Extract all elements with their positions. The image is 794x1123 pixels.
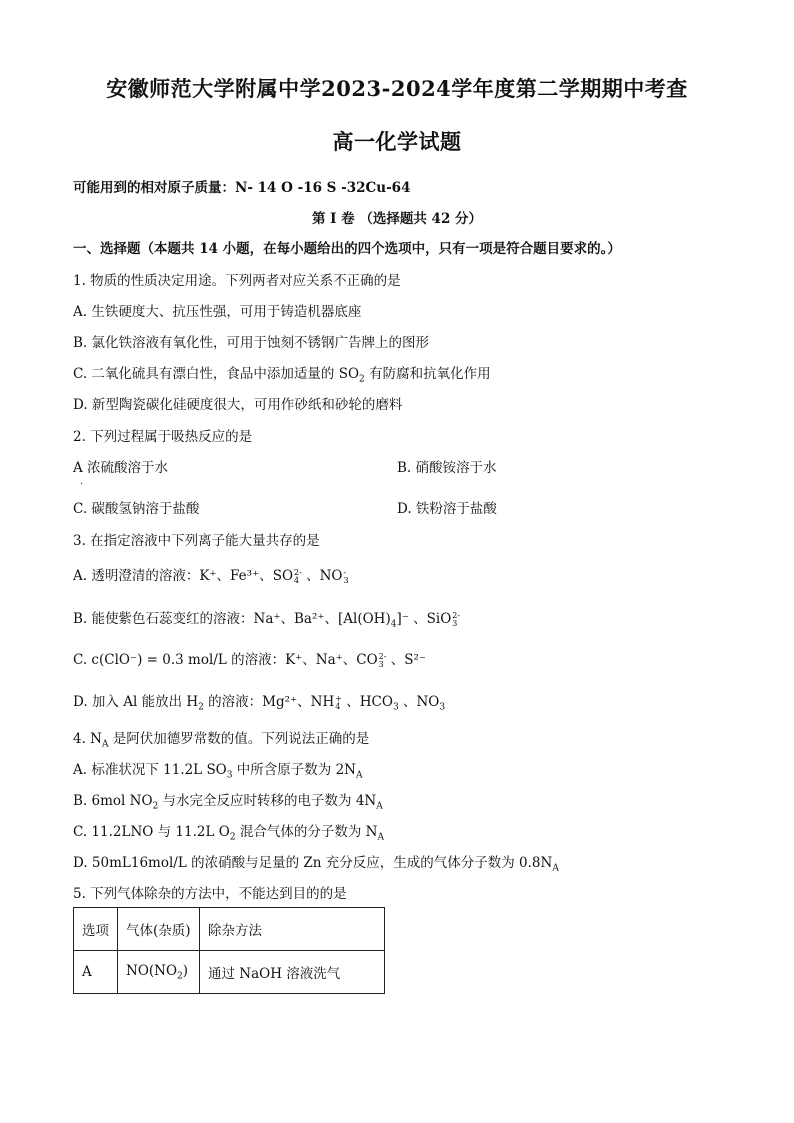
q4-option-c: C. 11.2LNO 与 11.2L $O_2$ 混合气体的分子数为 $N_A$	[73, 824, 384, 843]
section1-heading: 一、选择题（本题共 14 小题，在每小题给出的四个选项中，只有一项是符合题目要求的。）	[73, 241, 621, 257]
table-cell-option: A	[74, 951, 118, 994]
q3-option-b: B. 能使紫色石蕊变红的溶液：Na⁺、Ba²⁺、$[Al(OH)_4]^-$ 、SiO 2- 3	[73, 610, 461, 630]
q3-option-c: C. c(ClO⁻) = 0.3 mol/L 的溶液：K⁺、Na⁺、CO 2- 3 、S²⁻	[73, 651, 427, 669]
q1-option-a: A. 生铁硬度大、抗压性强，可用于铸造机器底座	[73, 304, 362, 320]
q4-option-a: A. 标准状况下 11.2L $SO_3$ 中所含原子数为 $2N_A$	[73, 762, 363, 781]
exam-title: 安徽师范大学附属中学2023-2024学年度第二学期期中考查	[106, 76, 688, 101]
q2-option-d: D. 铁粉溶于盐酸	[397, 501, 497, 517]
q2-stem: 2. 下列过程属于吸热反应的是	[73, 429, 253, 445]
q3-option-d: D. 加入 Al 能放出 $H_2$ 的溶液：Mg²⁺、NH + 4 、$HCO_3$ 、$NO_3$	[73, 693, 446, 713]
table-cell-gas: $NO(NO_2)$	[118, 951, 200, 994]
table-header-cell: 气体(杂质)	[118, 908, 200, 951]
q4-option-b: B. 6mol $NO_2$ 与水完全反应时转移的电子数为 $4N_A$	[73, 793, 383, 812]
q1-stem: 1. 物质的性质决定用途。下列两者对应关系不正确的是	[73, 273, 401, 289]
q5-table	[73, 907, 385, 994]
q2-option-a: A 浓硫酸溶于水	[73, 460, 169, 476]
table-cell-method: 通过 NaOH 溶液洗气	[200, 951, 385, 994]
q3-stem: 3. 在指定溶液中下列离子能大量共存的是	[73, 533, 320, 549]
q5-stem: 5. 下列气体除杂的方法中，不能达到目的的是	[73, 886, 347, 902]
stray-dot: .	[80, 476, 84, 487]
q4-option-d: D. 50mL16mol/L 的浓硝酸与足量的 Zn 充分反应，生成的气体分子数为 $0.8N_A$	[73, 855, 559, 874]
q2-option-b: B. 硝酸铵溶于水	[397, 460, 497, 476]
q1-option-c: C. 二氧化硫具有漂白性，食品中添加适量的 $SO_2$ 有防腐和抗氧化作用	[73, 366, 491, 385]
table-header-cell: 选项	[74, 908, 118, 951]
exam-subtitle: 高一化学试题	[332, 129, 462, 154]
atomic-masses-note: 可能用到的相对原子质量：N- 14 O -16 S -32Cu-64	[73, 180, 411, 196]
table-header-row	[74, 908, 385, 951]
q3-option-a: A. 透明澄清的溶液：K⁺、Fe³⁺、SO 2- 4 、NO - 3	[73, 567, 349, 585]
q1-option-b: B. 氯化铁溶液有氧化性，可用于蚀刻不锈钢广告牌上的图形	[73, 335, 430, 351]
q2-option-c: C. 碳酸氢钠溶于盐酸	[73, 501, 200, 517]
q1-option-d: D. 新型陶瓷碳化硅硬度很大，可用作砂纸和砂轮的磨料	[73, 397, 403, 413]
table-row	[74, 951, 385, 994]
part1-heading: 第 I 卷 （选择题共 42 分）	[311, 211, 483, 227]
q4-stem: 4. $N_A$ 是阿伏加德罗常数的值。下列说法正确的是	[73, 731, 370, 750]
table-header-cell: 除杂方法	[200, 908, 385, 951]
